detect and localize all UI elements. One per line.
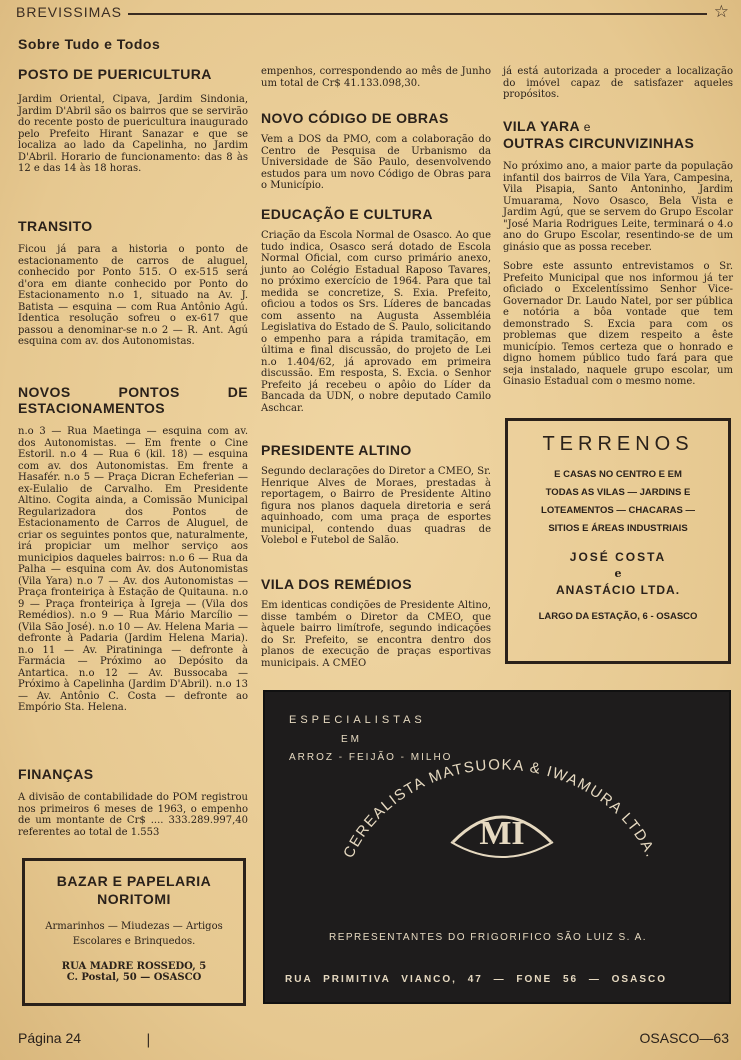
- star-icon: ☆: [713, 2, 729, 22]
- ad-cerealista-representantes: REPRESENTANTES DO FRIGORIFICO SÃO LUIZ S. A.: [329, 932, 648, 943]
- page-number-right: OSASCO—63: [639, 1030, 729, 1046]
- headline-transito: TRANSITO: [18, 218, 93, 234]
- ad-cerealista-arc-text: CEREALISTA MATSUOKA & IWAMURA LTDA.: [340, 756, 660, 861]
- ad-terrenos: [505, 418, 731, 664]
- article-continuation-financas: empenhos, correspondendo ao mês de Junho um total de Cr$ 41.133.098,30.: [261, 66, 491, 89]
- headline-posto-puericultura: POSTO DE PUERICULTURA: [18, 66, 212, 82]
- runner-rule: [128, 13, 707, 15]
- headline-vila-yara-a: VILA YARA: [503, 118, 580, 134]
- ad-terrenos-lines: [508, 466, 728, 538]
- article-vila-remedios: Em identicas condições de Presidente Altino, disse também o Diretor da CMEO, que àquele bairro limítrofe, segundo indicações do Sr. Prefeito, se encontra dentro dos planos de execução de praças esportivas municipais. A CMEO: [261, 600, 491, 669]
- article-continuation-remedios: já está autorizada a proceder a localização do imóvel capaz de satisfazer aqueles propósitos.: [503, 66, 733, 100]
- svg-text:MI: MI: [479, 815, 525, 852]
- article-educacao-cultura: Criação da Escola Normal de Osasco. Ao que tudo indica, Osasco será dotado de Escola Normal Oficial, com curso primário anexo, junto ao Colégio Estadual Raposo Tavares, no próximo exercício de 1964. Para que tal medida se concretize, S. Exia. Prefeito, oficiou a todos os Srs. Líderes de bancadas com assento na Augusta Assembléia Legislativa do Estado de S. Paulo, solicitando o empenho para a rápida tramitação, em última e final discussão, do projeto de Lei n.o 1.404/62, já aprovado em primeira discussão. Em resposta, S. Excia. o Senhor Prefeito já recebeu o apôio do Líder da Bancada da UDN, o nobre deputado Camilo Aschcar.: [261, 230, 491, 414]
- ad-cerealista-emblem: [265, 692, 729, 1002]
- headline-educacao-cultura: EDUCAÇÃO E CULTURA: [261, 206, 433, 222]
- headline-vila-yara: [503, 118, 733, 135]
- headline-presidente-altino: PRESIDENTE ALTINO: [261, 442, 412, 458]
- article-vila-yara-2: Sobre este assunto entrevistamos o Sr. Prefeito Municipal que nos informou já ter oficiado o Excelentíssimo Senhor Vice-Governador Dr. Laudo Natel, por ser pública e notória a bôa vontade que tem demonstrado S. Excia para com os problemas que dizem respeito a êste município. Temos certeza que o honrado e digno homem público tudo fará para que seja instalado, naquele grupo escolar, um Ginasio Estadual com o mesmo nome.: [503, 261, 733, 387]
- headline-vila-remedios: VILA DOS REMÉDIOS: [261, 576, 412, 592]
- article-vila-yara: No próximo ano, a maior parte da população infantil dos bairros de Vila Yara, Campesina, Vila Pisapia, Santo Antoninho, Jardim Umuarama, Novo Osasco, Bela Vista e Jardim Agú, que se servem do Grupo Escolar "José Maria Rodrigues Leite, terminará o 4.o ano do Grupo Escolar, resentindo-se de um ginásio que as possa receber.: [503, 161, 733, 253]
- headline-novos-pontos: NOVOS PONTOS DE ESTACIONAMENTOS: [18, 384, 248, 416]
- ad-terrenos-name-2: ANASTÁCIO LTDA.: [555, 583, 681, 597]
- ad-cerealista-line-3: ARROZ - FEIJÃO - MILHO: [289, 752, 453, 763]
- ad-terrenos-line-1: E CASAS NO CENTRO E EM: [554, 469, 682, 480]
- ad-terrenos-title: TERRENOS: [542, 433, 694, 455]
- ad-cerealista-line-2: EM: [341, 734, 362, 745]
- mi-logo-icon: [451, 815, 553, 857]
- ad-bazar-address-2: C. Postal, 50 — OSASCO: [66, 972, 202, 983]
- ad-cerealista: [263, 690, 731, 1004]
- headline-outras-circunvizinhas: OUTRAS CIRCUNVIZINHAS: [503, 135, 695, 151]
- ad-bazar-title-2: NORITOMI: [97, 891, 171, 907]
- ad-terrenos-and: e: [614, 567, 622, 580]
- section-kicker: Sobre Tudo e Todos: [18, 36, 161, 52]
- page-mark: |: [146, 1032, 151, 1048]
- page-number-left: Página 24: [18, 1030, 82, 1046]
- article-posto-puericultura: Jardim Oriental, Cipava, Jardim Sindonia, Jardim D'Abril são os bairros que se servirão do recente posto de puericultura inaugurado pelo Prefeito Hirant Sanazar e que se localiza ao lado da Capelinha, no Jardim D'Abril. Horario de funcionamento: das 8 às 12 e das 14 às 18 horas.: [18, 94, 248, 174]
- ad-cerealista-line-1: ESPECIALISTAS: [289, 714, 426, 726]
- ad-bazar: [22, 858, 246, 1006]
- article-codigo-obras: Vem a DOS da PMO, com a colaboração do Centro de Pesquisa de Urbanismo da Universidade de São Paulo, desenvolvendo estudos para um novo Código de Obras para o Município.: [261, 134, 491, 191]
- ad-bazar-items: Armarinhos — Miudezas — Artigos Escolares e Brinquedos.: [45, 921, 223, 947]
- ad-terrenos-address: LARGO DA ESTAÇÃO, 6 - OSASCO: [538, 611, 698, 622]
- section-runner: BREVISSIMAS: [16, 4, 122, 20]
- ad-bazar-title-1: BAZAR E PAPELARIA: [56, 873, 212, 889]
- ad-bazar-address-1: RUA MADRE ROSSEDO, 5: [61, 961, 207, 972]
- article-novos-pontos: n.o 3 — Rua Maetinga — esquina com av. dos Autonomistas. — Em frente o Cine Estoril. n.o 4 — Rua 6 (kil. 18) — esquina com av. dos Autonomistas. Em frente a Hasafér. n.o 5 — Praça Dicran Echeferian — ex-Eulalio de Carvalho. Em Presidente Altino. Cogita ainda, a Comissão Municipal Regularizadora dos Pontos de Estacionamento de Carros de Aluguel, de criar os seguintes pontos que, naturalmente, irá propiciar um melhor serviço aos municipios daqueles bairros: n.o 6 — Rua da Palha — esquina com Av. dos Autonomistas (Vila Yara) n.o 7 — Av. dos Autonomistas — Praça fronteiriça à Estação de Quitauna. n.o 9 — Praça fronteiriça à Igreja — (Vila dos Remédios). n.o 9 — Rua Mário Marcílio — (Vila São José). n.o 10 — Av. Helena Maria — defronte à Padaria (Jardim Helena Maria). n.o 11 — Av. Piratininga — defronte à Farmácia — Próximo ao Depósito da Antartica. n.o 12 — Av. Bussocaba — Próximo à Capelinha (Jardim D'Abril). n.o 13 — Av. Antônio C. Costa — defronte ao Empório Sta. Helena.: [18, 426, 248, 713]
- headline-financas: FINANÇAS: [18, 766, 94, 782]
- article-financas: A divisão de contabilidade do POM registrou nos primeiros 6 meses de 1963, o empenho de um montante de Cr$ .... 333.289.997,40 referentes ao total de 1.553: [18, 792, 248, 838]
- headline-codigo-obras: NOVO CÓDIGO DE OBRAS: [261, 110, 449, 126]
- ad-terrenos-name-1: JOSÉ COSTA: [569, 550, 667, 564]
- ad-terrenos-line-3: LOTEAMENTOS — CHACARAS —: [541, 505, 695, 516]
- ad-terrenos-line-2: TODAS AS VILAS — JARDINS E: [545, 487, 691, 498]
- ad-terrenos-line-4: SITIOS E ÁREAS INDUSTRIAIS: [548, 523, 688, 534]
- headline-vila-yara-e: e: [583, 120, 591, 134]
- article-transito: Ficou já para a historia o ponto de estacionamento de carros de aluguel, conhecido por Ponto 515. O ex-515 será d'ora em diante conhecido por Ponto do Estacionamento n.o 1, situado na Av. J. Batista — esquina — com Rua Antônio Agú. Identica resolução sofreu o ex-617 que passou a denominar-se n.o 2 — R. Ant. Agú esquina com av. dos Autonomistas.: [18, 244, 248, 347]
- article-presidente-altino: Segundo declarações do Diretor a CMEO, Sr. Henrique Alves de Moraes, prestadas à reportagem, o Bairro de Presidente Altino figura nos planos daquela diretoria e será aquinhoado, com uma praça de esportes municipal, contendo duas quadras de Volebol e Futebol de Salão.: [261, 466, 491, 546]
- ad-cerealista-footer: RUA PRIMITIVA VIANCO, 47 — FONE 56 — OSASCO: [285, 974, 667, 985]
